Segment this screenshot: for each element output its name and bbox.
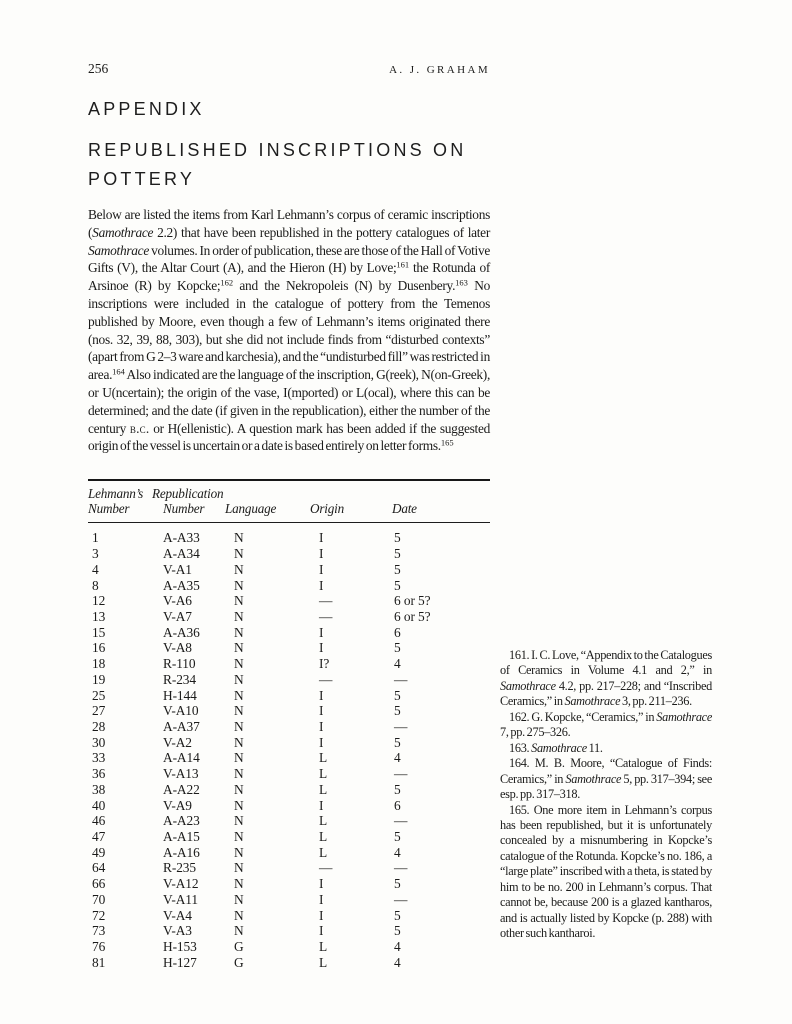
page-title bbox=[88, 136, 466, 193]
table-row bbox=[88, 530, 490, 546]
table-cell: 5 bbox=[394, 687, 401, 703]
footnote-reference: 165 bbox=[440, 437, 454, 448]
inscription-table bbox=[88, 479, 490, 971]
table-cell: I bbox=[319, 876, 324, 892]
table-cell: N bbox=[234, 891, 244, 907]
table-row bbox=[88, 845, 490, 861]
text-segment: 5, pp. 317–394; see esp. pp. 317–318. bbox=[500, 771, 712, 802]
table-cell: 4 bbox=[92, 561, 99, 577]
appendix-kicker: APPENDIX bbox=[88, 99, 205, 119]
table-row bbox=[88, 672, 490, 688]
table-cell: L bbox=[319, 954, 328, 970]
table-row bbox=[88, 719, 490, 735]
table-cell: — bbox=[394, 813, 408, 829]
table-row bbox=[88, 562, 490, 578]
running-head bbox=[88, 61, 490, 77]
table-cell: 66 bbox=[92, 876, 106, 892]
table-cell: I? bbox=[319, 656, 330, 672]
table-cell: — bbox=[394, 719, 408, 735]
table-cell: 19 bbox=[92, 671, 106, 687]
table-cell: V-A8 bbox=[163, 640, 192, 656]
table-cell: I bbox=[319, 907, 324, 923]
table-row bbox=[88, 923, 490, 939]
table-cell: I bbox=[319, 561, 324, 577]
table-cell: 5 bbox=[394, 530, 401, 546]
table-cell: N bbox=[234, 844, 244, 860]
table-cell: L bbox=[319, 813, 328, 829]
table-cell: 5 bbox=[394, 577, 401, 593]
text-segment: volumes. In order of publication, these are those of the Hall of Votive Gifts (V), the Altar Court (A), and the Hieron (H) by Love; bbox=[88, 242, 490, 276]
text-segment: 165. One more item in Lehmann’s corpus has been republished, but it is unfortunately concealed by a misnumbering in Kopcke’s catalogue of the Rotunda. Kopcke’s no. 186, a “large plate” inscribed with a theta, is stated by him to be no. 200 in Lehmann’s corpus. That cannot be, because 200 is a glazed kantharos, and is actually listed by Kopcke (p. 288) with other such kantharoi. bbox=[500, 802, 712, 941]
column-header-republication-number: Republication Number bbox=[152, 486, 224, 516]
table-cell: N bbox=[234, 671, 244, 687]
text-segment: Samothrace bbox=[565, 771, 622, 786]
table-cell: 36 bbox=[92, 766, 106, 782]
table-cell: I bbox=[319, 687, 324, 703]
table-header-rule bbox=[88, 522, 490, 523]
footnote bbox=[500, 648, 712, 710]
table-row bbox=[88, 640, 490, 656]
text-segment: and the Nekropoleis (N) by Dusenbery. bbox=[233, 278, 456, 294]
table-cell: I bbox=[319, 891, 324, 907]
table-cell: 4 bbox=[394, 939, 401, 955]
table-cell: 72 bbox=[92, 907, 106, 923]
table-cell: 15 bbox=[92, 624, 106, 640]
table-cell: — bbox=[394, 766, 408, 782]
table-cell: A-A36 bbox=[163, 624, 200, 640]
table-cell: H-127 bbox=[163, 954, 197, 970]
table-cell: N bbox=[234, 546, 244, 562]
table-cell: 6 or 5? bbox=[394, 608, 431, 624]
table-row bbox=[88, 955, 490, 971]
text-segment: Samothrace bbox=[500, 678, 556, 693]
footnote-reference: 163 bbox=[455, 277, 468, 288]
table-cell: 64 bbox=[92, 860, 106, 876]
table-cell: N bbox=[234, 687, 244, 703]
table-cell: — bbox=[394, 891, 408, 907]
table-cell: N bbox=[234, 656, 244, 672]
text-segment: Samothrace bbox=[92, 224, 154, 240]
table-cell: N bbox=[234, 719, 244, 735]
text-segment: 7, pp. 275–326. bbox=[500, 725, 571, 740]
text-segment: No inscriptions were included in the catalogue of pottery from the Temenos published by Moore, even though a few of Lehmann’s items originated there (nos. 32, 39, 88, 303), but she did not include finds from “disturbed contexts” (apart from G 2–3 ware and karchesia), and the “undisturbed fill” was restricted in area. bbox=[88, 278, 490, 383]
table-cell: 12 bbox=[92, 593, 106, 609]
intro-paragraph bbox=[88, 206, 490, 455]
table-cell: 5 bbox=[394, 876, 401, 892]
table-cell: 5 bbox=[394, 703, 401, 719]
table-cell: L bbox=[319, 844, 328, 860]
table-cell: A-A37 bbox=[163, 719, 200, 735]
table-row bbox=[88, 876, 490, 892]
running-head-author: A. J. GRAHAM bbox=[389, 64, 490, 76]
column-header-language: Language bbox=[225, 501, 277, 516]
table-cell: N bbox=[234, 593, 244, 609]
table-cell: L bbox=[319, 766, 328, 782]
table-row bbox=[88, 860, 490, 876]
table-cell: A-A34 bbox=[163, 546, 200, 562]
table-cell: 70 bbox=[92, 891, 106, 907]
table-cell: A-A14 bbox=[163, 750, 200, 766]
table-cell: V-A7 bbox=[163, 608, 192, 624]
table-cell: N bbox=[234, 923, 244, 939]
table-cell: I bbox=[319, 530, 324, 546]
table-cell: N bbox=[234, 829, 244, 845]
table-cell: N bbox=[234, 703, 244, 719]
table-cell: R-110 bbox=[163, 656, 196, 672]
text-segment: Also indicated are the language of the inscription, G(reek), N(on-Greek), or U(ncertain); the origin of the vase, I(mported) or L(ocal), where this can be determined; and the date (if given in the republication), either the number of the century bbox=[88, 367, 490, 436]
text-segment: Samothrace bbox=[531, 740, 587, 755]
table-cell: I bbox=[319, 797, 324, 813]
table-cell: — bbox=[394, 860, 408, 876]
table-row bbox=[88, 593, 490, 609]
table-cell: N bbox=[234, 608, 244, 624]
table-cell: — bbox=[319, 671, 333, 687]
table-cell: N bbox=[234, 813, 244, 829]
table-cell: L bbox=[319, 939, 328, 955]
table-cell: I bbox=[319, 734, 324, 750]
table-cell: 13 bbox=[92, 608, 106, 624]
table-cell: A-A16 bbox=[163, 844, 200, 860]
table-cell: G bbox=[234, 939, 244, 955]
table-cell: 3 bbox=[92, 546, 99, 562]
table-cell: 46 bbox=[92, 813, 106, 829]
table-row bbox=[88, 829, 490, 845]
table-cell: 18 bbox=[92, 656, 106, 672]
table-cell: I bbox=[319, 640, 324, 656]
table-cell: — bbox=[319, 593, 333, 609]
table-cell: I bbox=[319, 577, 324, 593]
table-cell: I bbox=[319, 719, 324, 735]
table-cell: A-A23 bbox=[163, 813, 200, 829]
table-cell: 25 bbox=[92, 687, 106, 703]
table-cell: H-144 bbox=[163, 687, 197, 703]
table-cell: — bbox=[394, 671, 408, 687]
table-cell: N bbox=[234, 750, 244, 766]
table-row bbox=[88, 939, 490, 955]
table-cell: N bbox=[234, 907, 244, 923]
table-cell: 4 bbox=[394, 750, 401, 766]
table-row bbox=[88, 766, 490, 782]
table-cell: H-153 bbox=[163, 939, 197, 955]
table-cell: 33 bbox=[92, 750, 106, 766]
table-top-rule bbox=[88, 479, 490, 481]
footnote bbox=[500, 803, 712, 942]
text-segment: 4.2, pp. 217–228; and “Inscribed Ceramics,” in bbox=[500, 678, 712, 709]
table-cell: 5 bbox=[394, 907, 401, 923]
table-cell: 27 bbox=[92, 703, 106, 719]
title-line-1: REPUBLISHED INSCRIPTIONS ON bbox=[88, 140, 467, 160]
table-cell: L bbox=[319, 781, 328, 797]
table-cell: — bbox=[319, 608, 333, 624]
table-cell: I bbox=[319, 624, 324, 640]
footnote bbox=[500, 741, 712, 756]
table-cell: V-A10 bbox=[163, 703, 199, 719]
table-row bbox=[88, 703, 490, 719]
table-cell: 30 bbox=[92, 734, 106, 750]
table-cell: 5 bbox=[394, 640, 401, 656]
table-row bbox=[88, 578, 490, 594]
table-cell: 6 or 5? bbox=[394, 593, 431, 609]
footnote-reference: 162 bbox=[220, 277, 234, 288]
table-body bbox=[88, 530, 490, 970]
text-segment: or H(ellenistic). A question mark has been added if the suggested origin of the vessel is uncertain or a date is based entirely on letter forms. bbox=[88, 420, 490, 454]
table-cell: 5 bbox=[394, 734, 401, 750]
text-segment: 2.2) that have been republished in the pottery catalogues of later bbox=[153, 224, 490, 240]
text-segment: 161. I. C. Love, “Appendix to the Catalogues of Ceramics in Volume 4.1 and 2,” in bbox=[500, 648, 712, 678]
table-cell: 5 bbox=[394, 923, 401, 939]
table-cell: N bbox=[234, 734, 244, 750]
text-segment: Samothrace bbox=[88, 242, 149, 258]
footnote-reference: 161 bbox=[396, 259, 410, 270]
table-row bbox=[88, 609, 490, 625]
table-cell: V-A13 bbox=[163, 766, 199, 782]
table-cell: N bbox=[234, 797, 244, 813]
table-cell: V-A1 bbox=[163, 561, 192, 577]
table-row bbox=[88, 782, 490, 798]
table-cell: N bbox=[234, 561, 244, 577]
table-cell: A-A35 bbox=[163, 577, 200, 593]
table-cell: 8 bbox=[92, 577, 99, 593]
table-cell: 81 bbox=[92, 954, 106, 970]
table-cell: A-A33 bbox=[163, 530, 200, 546]
title-line-2: POTTERY bbox=[88, 168, 196, 189]
table-cell: V-A4 bbox=[163, 907, 192, 923]
table-cell: V-A2 bbox=[163, 734, 192, 750]
table-cell: A-A15 bbox=[163, 829, 200, 845]
table-cell: N bbox=[234, 640, 244, 656]
table-cell: L bbox=[319, 750, 328, 766]
table-cell: 1 bbox=[92, 530, 99, 546]
table-cell: 4 bbox=[394, 844, 401, 860]
table-row bbox=[88, 750, 490, 766]
table-cell: N bbox=[234, 530, 244, 546]
table-cell: G bbox=[234, 954, 244, 970]
table-row bbox=[88, 735, 490, 751]
table-cell: N bbox=[234, 624, 244, 640]
table-row bbox=[88, 625, 490, 641]
table-cell: 5 bbox=[394, 561, 401, 577]
table-cell: V-A9 bbox=[163, 797, 192, 813]
text-segment: 162. G. Kopcke, “Ceramics,” in bbox=[509, 709, 657, 724]
table-cell: 6 bbox=[394, 624, 401, 640]
table-header-row bbox=[88, 486, 490, 516]
table-cell: 40 bbox=[92, 797, 106, 813]
table-row bbox=[88, 546, 490, 562]
text-segment: 11. bbox=[586, 740, 603, 755]
table-cell: 5 bbox=[394, 829, 401, 845]
table-row bbox=[88, 813, 490, 829]
table-cell: I bbox=[319, 546, 324, 562]
footnote-reference: 164 bbox=[112, 366, 125, 377]
table-cell: R-234 bbox=[163, 671, 196, 687]
table-cell: — bbox=[319, 860, 333, 876]
text-segment: the Rotunda of Arsinoe (R) by Kopcke; bbox=[88, 260, 490, 294]
table-cell: N bbox=[234, 781, 244, 797]
table-cell: N bbox=[234, 577, 244, 593]
table-cell: L bbox=[319, 829, 328, 845]
column-header-date: Date bbox=[392, 501, 417, 516]
table-cell: 73 bbox=[92, 923, 106, 939]
table-cell: 38 bbox=[92, 781, 106, 797]
text-segment: Samothrace bbox=[564, 694, 621, 709]
table-row bbox=[88, 688, 490, 704]
text-segment: 163. bbox=[509, 740, 532, 755]
table-cell: V-A11 bbox=[163, 891, 198, 907]
table-cell: V-A6 bbox=[163, 593, 192, 609]
table-cell: N bbox=[234, 876, 244, 892]
table-cell: 4 bbox=[394, 656, 401, 672]
table-cell: 49 bbox=[92, 844, 106, 860]
table-row bbox=[88, 908, 490, 924]
table-cell: A-A22 bbox=[163, 781, 200, 797]
table-cell: 16 bbox=[92, 640, 106, 656]
table-cell: I bbox=[319, 703, 324, 719]
footnotes-column bbox=[500, 648, 712, 942]
table-cell: N bbox=[234, 860, 244, 876]
page-number: 256 bbox=[88, 61, 109, 76]
footnote bbox=[500, 756, 712, 802]
table-row bbox=[88, 892, 490, 908]
text-segment: Samothrace bbox=[656, 709, 712, 724]
table-cell: R-235 bbox=[163, 860, 196, 876]
text-segment: 3, pp. 211–236. bbox=[620, 694, 692, 709]
footnote bbox=[500, 710, 712, 741]
table-cell: 5 bbox=[394, 781, 401, 797]
table-cell: I bbox=[319, 923, 324, 939]
table-cell: 47 bbox=[92, 829, 106, 845]
table-cell: V-A3 bbox=[163, 923, 192, 939]
text-segment: b.c. bbox=[129, 420, 150, 436]
table-cell: 76 bbox=[92, 939, 106, 955]
column-header-lehmanns-number: Lehmann’s Number bbox=[88, 486, 144, 516]
table-cell: 5 bbox=[394, 546, 401, 562]
text-segment: Below are listed the items from Karl Lehmann’s corpus of ceramic inscriptions ( bbox=[88, 207, 490, 240]
table-cell: 28 bbox=[92, 719, 106, 735]
table-cell: 4 bbox=[394, 954, 401, 970]
table-cell: 6 bbox=[394, 797, 401, 813]
table-cell: N bbox=[234, 766, 244, 782]
text-segment: 164. M. B. Moore, “Catalogue of Finds: Ceramics,” in bbox=[500, 756, 712, 786]
table-row bbox=[88, 656, 490, 672]
table-cell: V-A12 bbox=[163, 876, 199, 892]
table-row bbox=[88, 798, 490, 814]
column-header-origin: Origin bbox=[310, 501, 344, 516]
